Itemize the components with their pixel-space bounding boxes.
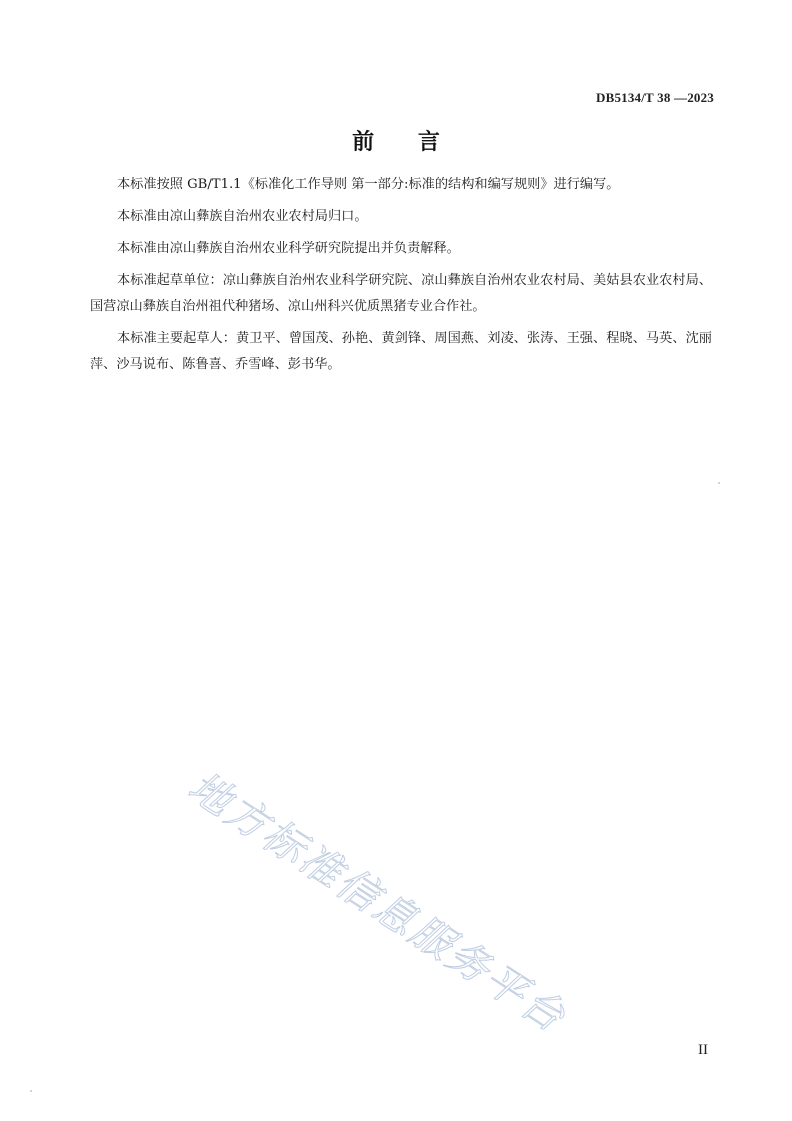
scan-speck [718, 482, 720, 484]
document-code: DB5134/T 38 —2023 [595, 90, 714, 105]
watermark-text: 地方标准信息服务平台 [180, 762, 576, 1043]
paragraph-responsible-department: 本标准由凉山彝族自治州农业农村局归口。 [117, 209, 368, 224]
paragraph-proposer: 本标准由凉山彝族自治州农业科学研究院提出并负责解释。 [117, 241, 460, 256]
page-number: II [698, 1042, 708, 1058]
document-body [90, 172, 712, 384]
paragraph-drafting-units: 本标准起草单位：凉山彝族自治州农业科学研究院、凉山彝族自治州农业农村局、美姑县农业农村局、国营凉山彝族自治州祖代种猪场、凉山州科兴优质黑猪专业合作社。 [90, 273, 712, 314]
paragraph-drafters: 本标准主要起草人：黄卫平、曾国茂、孙艳、黄剑锋、周国燕、刘凌、张涛、王强、程晓、马英、沈丽萍、沙马说布、陈鲁喜、乔雪峰、彭书华。 [90, 331, 712, 372]
page-title: 前 言 [352, 130, 458, 155]
scan-speck [30, 1090, 32, 1092]
paragraph-compilation-basis: 本标准按照 GB/T1.1《标准化工作导则 第一部分:标准的结构和编写规则》进行编写。 [117, 177, 620, 192]
